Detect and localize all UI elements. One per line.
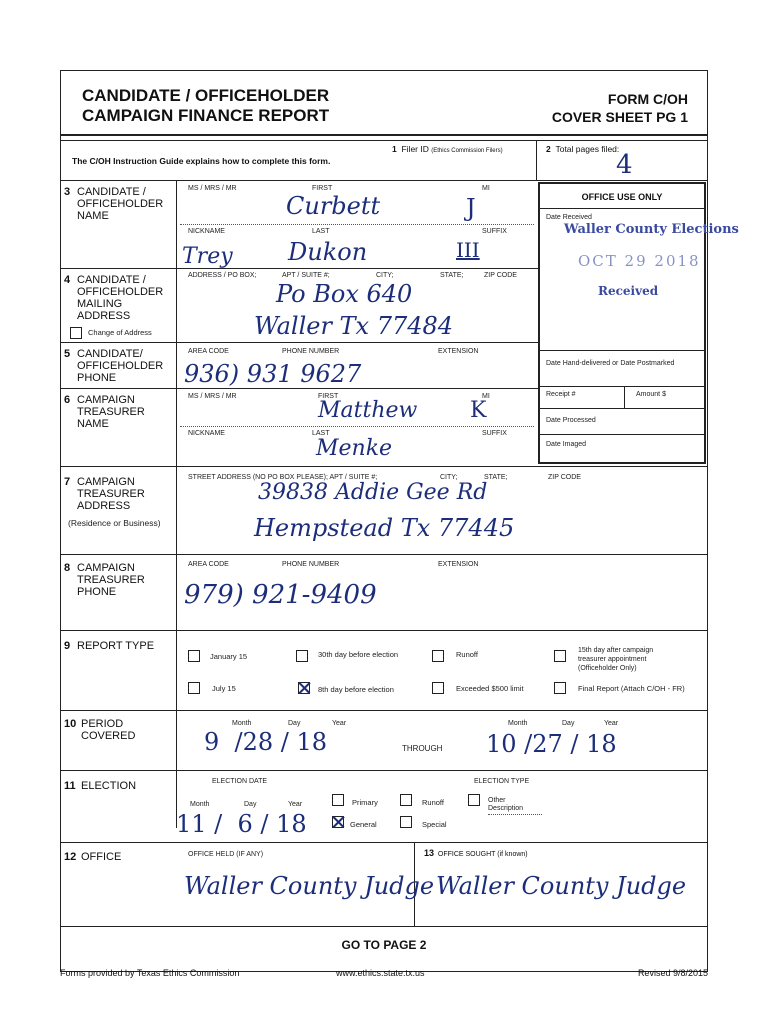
section-5-label	[64, 348, 164, 384]
cand-first-value[interactable]: Curbett	[286, 192, 381, 220]
section-4-label	[64, 274, 164, 322]
report-type-checkbox-runoff[interactable]	[432, 650, 444, 662]
tres-salutation-label: MS / MRS / MR	[188, 393, 237, 400]
period-from-month-label: Month	[232, 720, 252, 727]
period-from-year-label: Year	[332, 720, 347, 727]
tres-last-value[interactable]: Menke	[316, 436, 393, 461]
report-type-30th-day: 30th day before election	[318, 650, 399, 659]
date-imaged-label: Date Imaged	[546, 441, 587, 448]
date-processed-label: Date Processed	[546, 417, 596, 424]
report-type-checkbox-january-15[interactable]	[188, 650, 200, 662]
form-id	[552, 90, 688, 126]
section-4-text: CANDIDATE / OFFICEHOLDER MAILING ADDRESS	[77, 274, 164, 322]
filer-id-label	[392, 144, 503, 154]
tres-zip-label: ZIP CODE	[548, 474, 581, 481]
report-type-checkbox-july-15[interactable]	[188, 682, 200, 694]
election-type-checkbox-special[interactable]	[400, 816, 412, 828]
cand-nickname-label: NICKNAME	[188, 228, 225, 235]
sheet-label: COVER SHEET PG 1	[551, 109, 688, 125]
cand-state-label: STATE;	[440, 272, 464, 279]
footer-url[interactable]: www.ethics.state.tx.us	[336, 968, 425, 978]
cand-mi-value[interactable]: J	[466, 194, 476, 222]
amount-label: Amount $	[636, 391, 666, 398]
election-year-label: Year	[288, 801, 303, 808]
stamp-date: OCT 29 2018	[578, 252, 701, 270]
cand-nickname-value[interactable]: Trey	[182, 244, 233, 269]
tres-state-label: STATE;	[484, 474, 508, 481]
section-12-text: OFFICE	[81, 851, 122, 863]
tres-phone-label: PHONE NUMBER	[282, 561, 340, 568]
cand-address-label: ADDRESS / PO BOX;	[188, 272, 257, 279]
cand-address-line1[interactable]: Po Box 640	[276, 280, 413, 308]
section-8-number: 8	[64, 562, 71, 574]
tres-suffix-label: SUFFIX	[482, 430, 507, 437]
tres-first-value[interactable]: Matthew	[318, 398, 418, 423]
section-4-number: 4	[64, 274, 71, 286]
tres-area-label: AREA CODE	[188, 561, 229, 568]
tres-street-label: STREET ADDRESS (NO PO BOX PLEASE); APT / SUITE #;	[188, 474, 378, 481]
section-9-text: REPORT TYPE	[77, 640, 155, 652]
cand-area-label: AREA CODE	[188, 348, 229, 355]
cand-mi-label: MI	[482, 185, 490, 192]
cand-zip-label: ZIP CODE	[484, 272, 517, 279]
stamp-received: Received	[598, 284, 659, 298]
election-type-other: Other Description	[488, 797, 524, 812]
total-pages-label	[546, 144, 619, 154]
section-3-label	[64, 186, 164, 222]
election-month-label: Month	[190, 801, 210, 808]
cand-last-label: LAST	[312, 228, 330, 235]
section-7-number: 7	[64, 476, 71, 488]
report-type-checkbox-8th-day[interactable]	[298, 682, 310, 694]
go-to-page-2: GO TO PAGE 2	[341, 938, 427, 952]
election-day-label: Day	[244, 801, 257, 808]
tres-mi-label: MI	[482, 393, 490, 400]
section-10-text: PERIOD COVERED	[81, 718, 136, 742]
section-7-text: CAMPAIGN TREASURER ADDRESS	[77, 476, 145, 512]
office-sought-label	[424, 848, 528, 858]
period-to-year-label: Year	[604, 720, 619, 727]
section-11-number: 11	[64, 780, 76, 792]
report-type-exceeded: Exceeded $500 limit	[456, 684, 524, 693]
form-number: FORM C/OH	[607, 91, 688, 107]
report-type-final: Final Report (Attach C/OH - FR)	[578, 684, 685, 693]
form-title	[82, 86, 329, 126]
office-held-value[interactable]: Waller County Judge	[184, 872, 435, 900]
election-type-checkbox-general[interactable]	[332, 816, 344, 828]
section-9-number: 9	[64, 640, 71, 652]
tres-nickname-label: NICKNAME	[188, 430, 225, 437]
tres-phone-value[interactable]: 979) 921-9409	[184, 580, 377, 610]
cand-phone-value[interactable]: 936) 931 9627	[184, 360, 362, 388]
cand-suffix-label: SUFFIX	[482, 228, 507, 235]
section-3-number: 3	[64, 186, 71, 198]
election-type-checkbox-primary[interactable]	[332, 794, 344, 806]
filer-id-field[interactable]	[392, 156, 532, 176]
cand-apt-label: APT / SUITE #;	[282, 272, 330, 279]
tres-address-line2[interactable]: Hempstead Tx 77445	[254, 514, 515, 542]
filer-id-sub: (Ethics Commission Filers)	[431, 148, 503, 154]
report-type-january-15: January 15	[210, 652, 248, 661]
section-10-number: 10	[64, 718, 77, 730]
election-type-runoff: Runoff	[422, 798, 444, 807]
tres-mi-value[interactable]: K	[470, 398, 487, 423]
period-to-month-label: Month	[508, 720, 528, 727]
period-through: THROUGH	[402, 744, 443, 753]
date-received-label: Date Received	[546, 214, 592, 221]
report-type-checkbox-15th-day[interactable]	[554, 650, 566, 662]
total-pages-value[interactable]: 4	[616, 150, 633, 180]
election-type-checkbox-other[interactable]	[468, 794, 480, 806]
form-title-line1: CANDIDATE / OFFICEHOLDER	[82, 86, 330, 105]
tres-address-line1[interactable]: 39838 Addie Gee Rd	[258, 480, 488, 505]
report-type-checkbox-final[interactable]	[554, 682, 566, 694]
section-5-number: 5	[64, 348, 71, 360]
report-type-july-15: July 15	[212, 684, 236, 693]
tres-city-label: CITY;	[440, 474, 458, 481]
office-use-title: OFFICE USE ONLY	[581, 192, 663, 202]
period-to-value[interactable]: 10 /27 / 18	[486, 730, 617, 758]
office-sought-text: OFFICE SOUGHT (if known)	[437, 851, 528, 858]
filer-id-number: 1	[392, 144, 397, 154]
stamp-org: Waller County Elections	[564, 222, 739, 237]
election-type-checkbox-runoff[interactable]	[400, 794, 412, 806]
section-11-text: ELECTION	[81, 780, 137, 792]
form-title-line2: CAMPAIGN FINANCE REPORT	[82, 106, 330, 125]
tres-ext-label: EXTENSION	[438, 561, 479, 568]
total-pages-number: 2	[546, 144, 551, 154]
tres-first-label: FIRST	[318, 393, 339, 400]
cand-address-line2[interactable]: Waller Tx 77484	[254, 312, 454, 340]
section-12-number: 12	[64, 851, 77, 863]
instruction-text: The C/OH Instruction Guide explains how to complete this form.	[72, 156, 331, 166]
footer-provider: Forms provided by Texas Ethics Commission	[60, 968, 240, 978]
cand-salutation-label: MS / MRS / MR	[188, 185, 237, 192]
cand-last-value[interactable]: Dukon	[288, 238, 368, 266]
report-type-8th-day: 8th day before election	[318, 685, 394, 694]
report-type-checkbox-exceeded[interactable]	[432, 682, 444, 694]
election-type-special: Special	[422, 820, 447, 829]
section-9-label	[64, 640, 155, 652]
section-12-label	[64, 851, 122, 863]
report-type-runoff: Runoff	[456, 650, 478, 659]
election-type-label: ELECTION TYPE	[474, 778, 530, 785]
office-sought-value[interactable]: Waller County Judge	[436, 872, 687, 900]
section-3-text: CANDIDATE / OFFICEHOLDER NAME	[77, 186, 164, 222]
office-sought-number: 13	[424, 848, 435, 858]
section-10-label	[64, 718, 136, 742]
section-11-label	[64, 780, 137, 792]
receipt-label: Receipt #	[546, 391, 576, 398]
report-type-15th-day: 15th day after campaign treasurer appointment (Officeholder Only)	[578, 647, 654, 672]
cand-city-label: CITY;	[376, 272, 394, 279]
section-8-text: CAMPAIGN TREASURER PHONE	[77, 562, 145, 598]
report-type-checkbox-30th-day[interactable]	[296, 650, 308, 662]
section-7-label	[64, 476, 145, 512]
election-type-primary: Primary	[352, 798, 378, 807]
total-pages-text: Total pages filed:	[555, 144, 620, 154]
election-date-label: ELECTION DATE	[212, 778, 268, 785]
cand-suffix-value[interactable]: III	[456, 238, 480, 262]
hand-delivered-label: Date Hand-delivered or Date Postmarked	[546, 360, 675, 367]
filer-id-text: Filer ID	[401, 144, 429, 154]
change-of-address-label: Change of Address	[88, 328, 152, 337]
cand-first-label: FIRST	[312, 185, 333, 192]
section-7-sub: (Residence or Business)	[68, 518, 161, 528]
election-type-general: General	[350, 820, 377, 829]
footer-revised: Revised 9/8/2015	[637, 968, 708, 978]
period-from-day-label: Day	[288, 720, 301, 727]
section-6-text: CAMPAIGN TREASURER NAME	[77, 394, 145, 430]
section-8-label	[64, 562, 145, 598]
section-6-label	[64, 394, 145, 430]
tres-last-label: LAST	[312, 430, 330, 437]
period-from-value[interactable]: 9 /28 / 18	[204, 728, 328, 756]
election-date-value[interactable]: 11 / 6 / 18	[176, 810, 307, 838]
section-5-text: CANDIDATE/ OFFICEHOLDER PHONE	[77, 348, 164, 384]
section-6-number: 6	[64, 394, 71, 406]
period-to-day-label: Day	[562, 720, 575, 727]
office-held-label: OFFICE HELD (IF ANY)	[188, 851, 264, 858]
cand-phone-label: PHONE NUMBER	[282, 348, 340, 355]
change-of-address-checkbox[interactable]	[70, 327, 82, 339]
cand-ext-label: EXTENSION	[438, 348, 479, 355]
